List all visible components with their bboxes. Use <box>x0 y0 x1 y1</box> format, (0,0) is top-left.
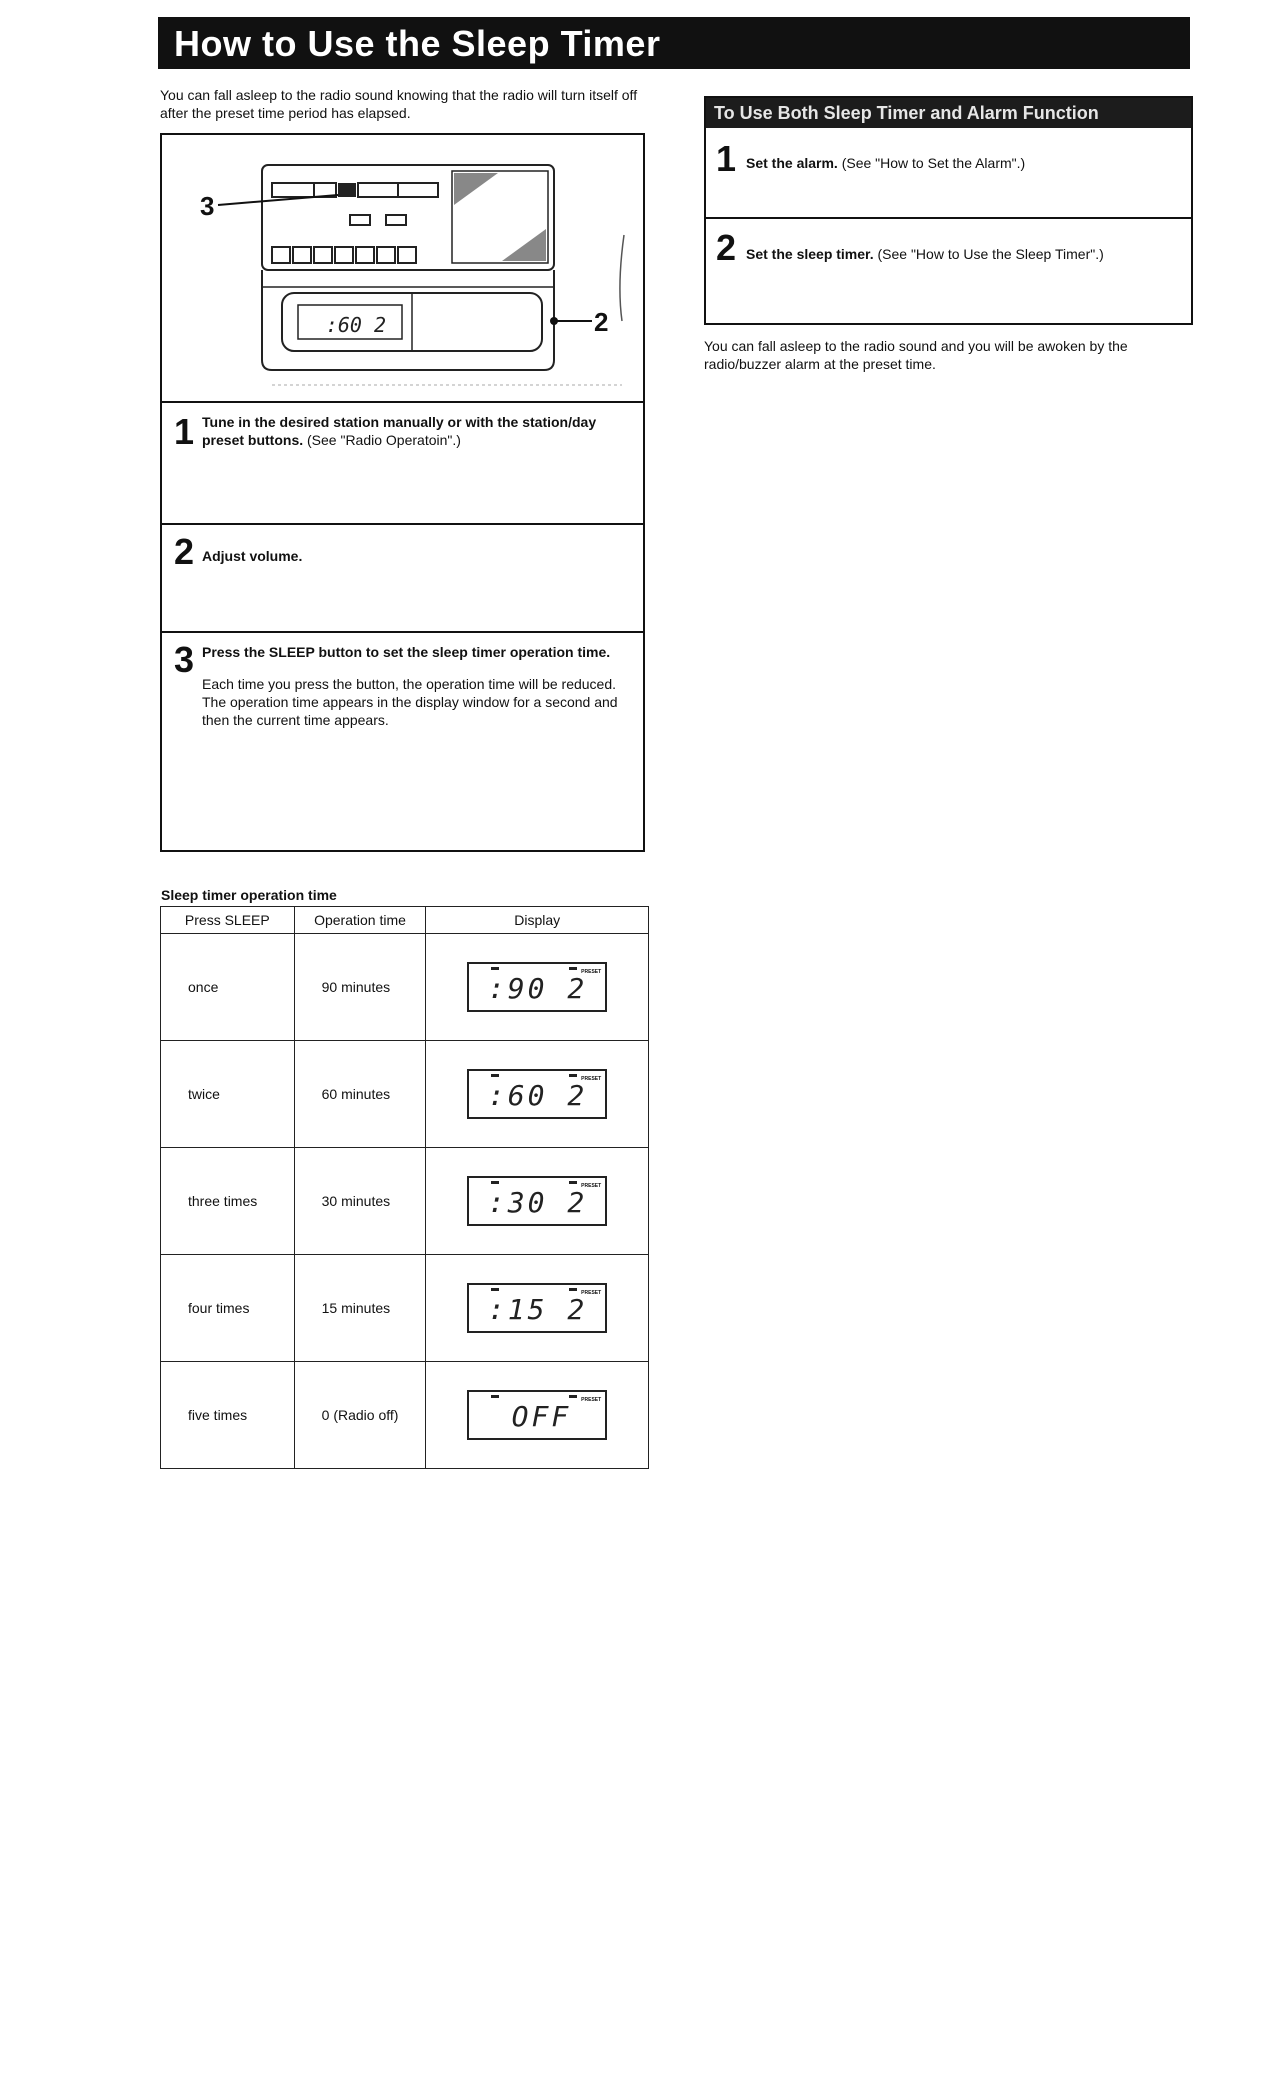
operation-time: 0 (Radio off) <box>294 1362 426 1469</box>
lcd-display <box>467 1176 607 1226</box>
callout-2-label: 2 <box>594 307 609 337</box>
display-cell <box>426 934 649 1041</box>
right-step-2 <box>706 219 1191 323</box>
table-row <box>161 934 649 1041</box>
right-step-1-reference: (See "How to Set the Alarm".) <box>837 155 1026 171</box>
right-step-1-instruction: Set the alarm. <box>746 155 838 171</box>
lcd-text: OFF <box>511 1400 572 1433</box>
lcd-text: :60 2 <box>487 1079 588 1112</box>
illustration-display-text: :60 2 <box>325 313 386 337</box>
step-2 <box>162 525 643 633</box>
press-count: four times <box>161 1255 295 1362</box>
title-banner <box>158 17 1190 69</box>
press-count: three times <box>161 1148 295 1255</box>
intro-text: You can fall asleep to the radio sound knowing that the radio will turn itself off after the preset time period has elapsed. <box>160 87 638 121</box>
operation-time: 15 minutes <box>294 1255 426 1362</box>
right-step-1 <box>706 128 1191 219</box>
right-step-2-instruction: Set the sleep timer. <box>746 246 874 262</box>
step-2-instruction: Adjust volume. <box>202 548 303 564</box>
right-step-1-number: 1 <box>716 138 737 179</box>
display-cell <box>426 1148 649 1255</box>
clock-radio-drawing <box>162 135 643 401</box>
operation-time: 90 minutes <box>294 934 426 1041</box>
lcd-text: :15 2 <box>487 1293 588 1326</box>
step-2-number: 2 <box>174 531 195 572</box>
combined-function-header: To Use Both Sleep Timer and Alarm Function <box>706 98 1191 128</box>
combined-function-note: You can fall asleep to the radio sound and you will be awoken by the radio/buzzer alarm at the preset time. <box>704 338 1128 372</box>
radio-illustration <box>162 135 643 403</box>
lcd-display <box>467 1069 607 1119</box>
table-row <box>161 1255 649 1362</box>
lcd-text: :90 2 <box>487 972 588 1005</box>
step-1-reference: (See "Radio Operatoin".) <box>303 432 461 448</box>
preset-indicator: PRESET <box>581 969 602 975</box>
display-cell <box>426 1362 649 1469</box>
table-row <box>161 1148 649 1255</box>
operation-time: 60 minutes <box>294 1041 426 1148</box>
header-operation-time: Operation time <box>294 907 426 934</box>
preset-indicator: PRESET <box>581 1290 602 1296</box>
table-header-row <box>161 907 649 934</box>
step-1-instruction: Tune in the desired station manually or with the station/day preset buttons. <box>202 414 597 448</box>
table-row <box>161 1362 649 1469</box>
lcd-text: :30 2 <box>487 1186 588 1219</box>
step-3-instruction: Press the SLEEP button to set the sleep timer operation time. <box>202 644 611 660</box>
operation-time: 30 minutes <box>294 1148 426 1255</box>
instruction-box <box>160 133 645 852</box>
press-count: five times <box>161 1362 295 1469</box>
combined-function-box <box>704 96 1193 325</box>
step-1 <box>162 401 643 525</box>
header-display: Display <box>426 907 649 934</box>
press-count: twice <box>161 1041 295 1148</box>
callout-3-label: 3 <box>200 191 215 221</box>
right-step-2-number: 2 <box>716 227 737 268</box>
preset-indicator: PRESET <box>581 1076 602 1082</box>
preset-indicator: PRESET <box>581 1183 602 1189</box>
sleep-timer-table <box>160 906 649 1469</box>
lcd-display <box>467 1390 607 1440</box>
right-step-2-reference: (See "How to Use the Sleep Timer".) <box>873 246 1104 262</box>
lcd-display <box>467 1283 607 1333</box>
table-caption: Sleep timer operation time <box>161 887 337 903</box>
step-1-number: 1 <box>174 411 195 452</box>
display-cell <box>426 1041 649 1148</box>
step-3-detail-1: Each time you press the button, the operation time will be reduced. <box>202 676 617 692</box>
table-row <box>161 1041 649 1148</box>
header-press-sleep: Press SLEEP <box>161 907 295 934</box>
preset-indicator: PRESET <box>581 1397 602 1403</box>
step-3 <box>162 633 643 850</box>
page-title: How to Use the Sleep Timer <box>174 23 661 64</box>
step-3-number: 3 <box>174 639 195 680</box>
step-3-detail-2: The operation time appears in the display window for a second and then the current time appears. <box>202 694 618 728</box>
lcd-display <box>467 962 607 1012</box>
display-cell <box>426 1255 649 1362</box>
press-count: once <box>161 934 295 1041</box>
